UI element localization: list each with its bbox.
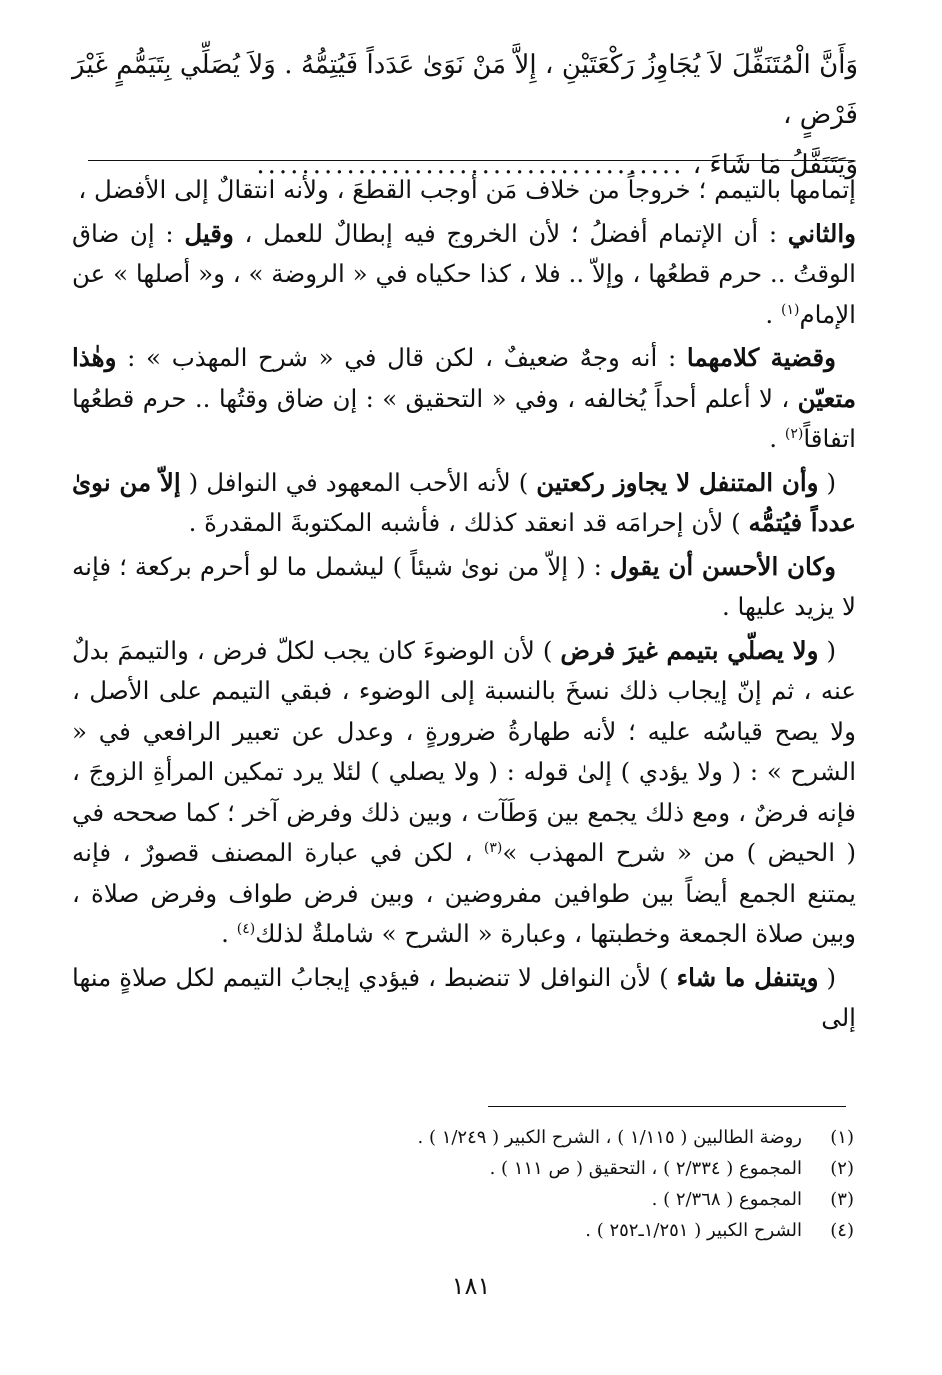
bold-term: والثاني: [787, 218, 856, 248]
quoted-matn: وأن المتنفل لا يجاوز ركعتين: [536, 467, 819, 497]
commentary-text: ) لأن إحرامَه قد انعقد كذلك ، فأشبه المكتوبةَ المقدرةَ .: [188, 508, 741, 537]
footnote-text: المجموع ( ٢/٣٦٨ ) .: [651, 1189, 802, 1210]
footnote-ref-1[interactable]: (١): [780, 301, 800, 318]
footnote-number: (٣): [830, 1189, 854, 1210]
footnote-number: (٢): [830, 1158, 854, 1179]
commentary-text: ) لأن الوضوءَ كان يجب لكلّ فرض ، والتيممَ بدلٌ عنه ، ثم إنّ إيجاب ذلك نسخَ بالنسبة إلى الوضوء ، فبقي التيمم على الأصل ، ولا يصح قياسُه عليه ؛ لأنه طهارةُ ضرورةٍ ، وعدل عن تعبير الرافعي في « الشرح » : ( ولا يؤدي ) إلىٰ قوله : ( ولا يصلي ) لئلا يرد تمكين المرأةِ الزوجَ ، فإنه فرضٌ ، ومع ذلك يجمع بين وَطَآت ، وبين ذلك وفرض آخر ؛ كما صححه في ( الحيض ) من « شرح المهذب »: [72, 635, 856, 867]
page-number: ١٨١: [451, 1272, 491, 1300]
main-text-line-2-text: وَيَتَنَفَّلُ مَا شَاءَ ،: [692, 150, 858, 180]
punctuation: (: [826, 962, 837, 992]
commentary-block: [72, 170, 856, 1042]
footnote-item: [334, 1215, 854, 1246]
commentary-text: : أن الإتمام أفضلُ ؛ لأن الخروج فيه إبطالٌ للعمل ،: [244, 218, 778, 248]
commentary-paragraph-1: [72, 170, 856, 211]
main-text-line-1: وَأَنَّ الْمُتَنَفِّلَ لاَ يُجَاوِزُ رَكْعَتَيْنِ ، إِلاَّ مَنْ نَوَىٰ عَدَداً فَيُتِمُّهُ . وَلاَ يُصَلِّي بِتَيَمُّمٍ غَيْرَ فَرْضٍ ،: [72, 50, 858, 130]
footnotes: [334, 1122, 854, 1246]
commentary-text: : إن ضاق الوقتُ .. حرم قطعُها ، وإلاّ .. فلا ، كذا حكياه في « الروضة » ، و« أصلها » عن الإمام: [72, 218, 856, 329]
punctuation: (: [826, 635, 837, 665]
quoted-matn: إلاّ من نوىٰ عدداً فيُتمُّه: [72, 467, 856, 537]
footnote-text: الشرح الكبير ( ١/٢٥١ـ٢٥٢ ) .: [585, 1220, 802, 1241]
commentary-paragraph-7: [72, 958, 856, 1039]
commentary-text: ) لأنه الأحب المعهود في النوافل (: [188, 467, 529, 497]
commentary-paragraph-6: [72, 631, 856, 955]
main-text-block: [72, 40, 858, 190]
commentary-text: ، لكن في عبارة المصنف قصورٌ ، فإنه يمتنع الجمع أيضاً بين طوافين مفروضين ، وبين فرض طواف وفرض صلاة ، وبين صلاة الجمعة وخطبتها ، وعبارة « الشرح » شاملةٌ لذلك: [72, 838, 856, 948]
bold-term: وهٰذا متعيّن: [72, 343, 856, 413]
dot-leader: ......................................: [256, 150, 685, 180]
footnote-number: (٤): [830, 1220, 854, 1241]
bold-term: وكان الأحسن أن يقول: [609, 551, 836, 581]
punctuation: (: [826, 467, 837, 497]
commentary-text: ) لأن النوافل لا تنضبط ، فيؤدي إيجابُ التيمم لكل صلاةٍ منها إلى: [72, 962, 856, 1032]
footnote-ref-4[interactable]: (٤): [236, 920, 256, 937]
quoted-matn: ولا يصلّي بتيمم غيرَ فرض: [560, 635, 819, 665]
commentary-paragraph-4: [72, 463, 856, 544]
footnote-text: المجموع ( ٢/٣٣٤ ) ، التحقيق ( ص ١١١ ) .: [489, 1158, 802, 1179]
commentary-paragraph-2: [72, 214, 856, 336]
footnote-item: [334, 1184, 854, 1215]
punctuation: .: [765, 299, 774, 329]
punctuation: .: [221, 919, 229, 948]
commentary-paragraph-5: [72, 547, 856, 628]
bold-term: وقيل: [184, 218, 234, 248]
quoted-matn: ويتنفل ما شاء: [676, 962, 819, 992]
footnote-ref-3[interactable]: (٣): [483, 839, 503, 856]
main-text-separator: [88, 160, 854, 161]
footnote-item: [334, 1122, 854, 1153]
commentary-paragraph-3: [72, 338, 856, 460]
commentary-text: ، لا أعلم أحداً يُخالفه ، وفي « التحقيق » : إن ضاق وقتُها .. حرم قطعُها اتفاقاً: [72, 383, 856, 453]
bold-term: وقضية كلامهما: [686, 343, 836, 372]
punctuation: .: [769, 424, 778, 453]
commentary-text: : أنه وجهٌ ضعيفٌ ، لكن قال في « شرح المهذب » :: [127, 343, 677, 372]
footnote-separator: [488, 1106, 846, 1107]
commentary-text: : ( إلاّ من نوىٰ شيئاً ) ليشمل ما لو أحرم بركعة ؛ فإنه لا يزيد عليها .: [72, 551, 856, 621]
footnote-ref-2[interactable]: (٢): [784, 425, 804, 442]
footnote-text: روضة الطالبين ( ١/١١٥ ) ، الشرح الكبير ( ١/٢٤٩ ) .: [417, 1127, 802, 1148]
footnote-item: [334, 1153, 854, 1184]
commentary-text: إتمامها بالتيمم ؛ خروجاً من خلاف مَن أوجب القطعَ ، ولأنه انتقالٌ إلى الأفضل ،: [78, 175, 856, 204]
footnote-number: (١): [830, 1127, 854, 1148]
